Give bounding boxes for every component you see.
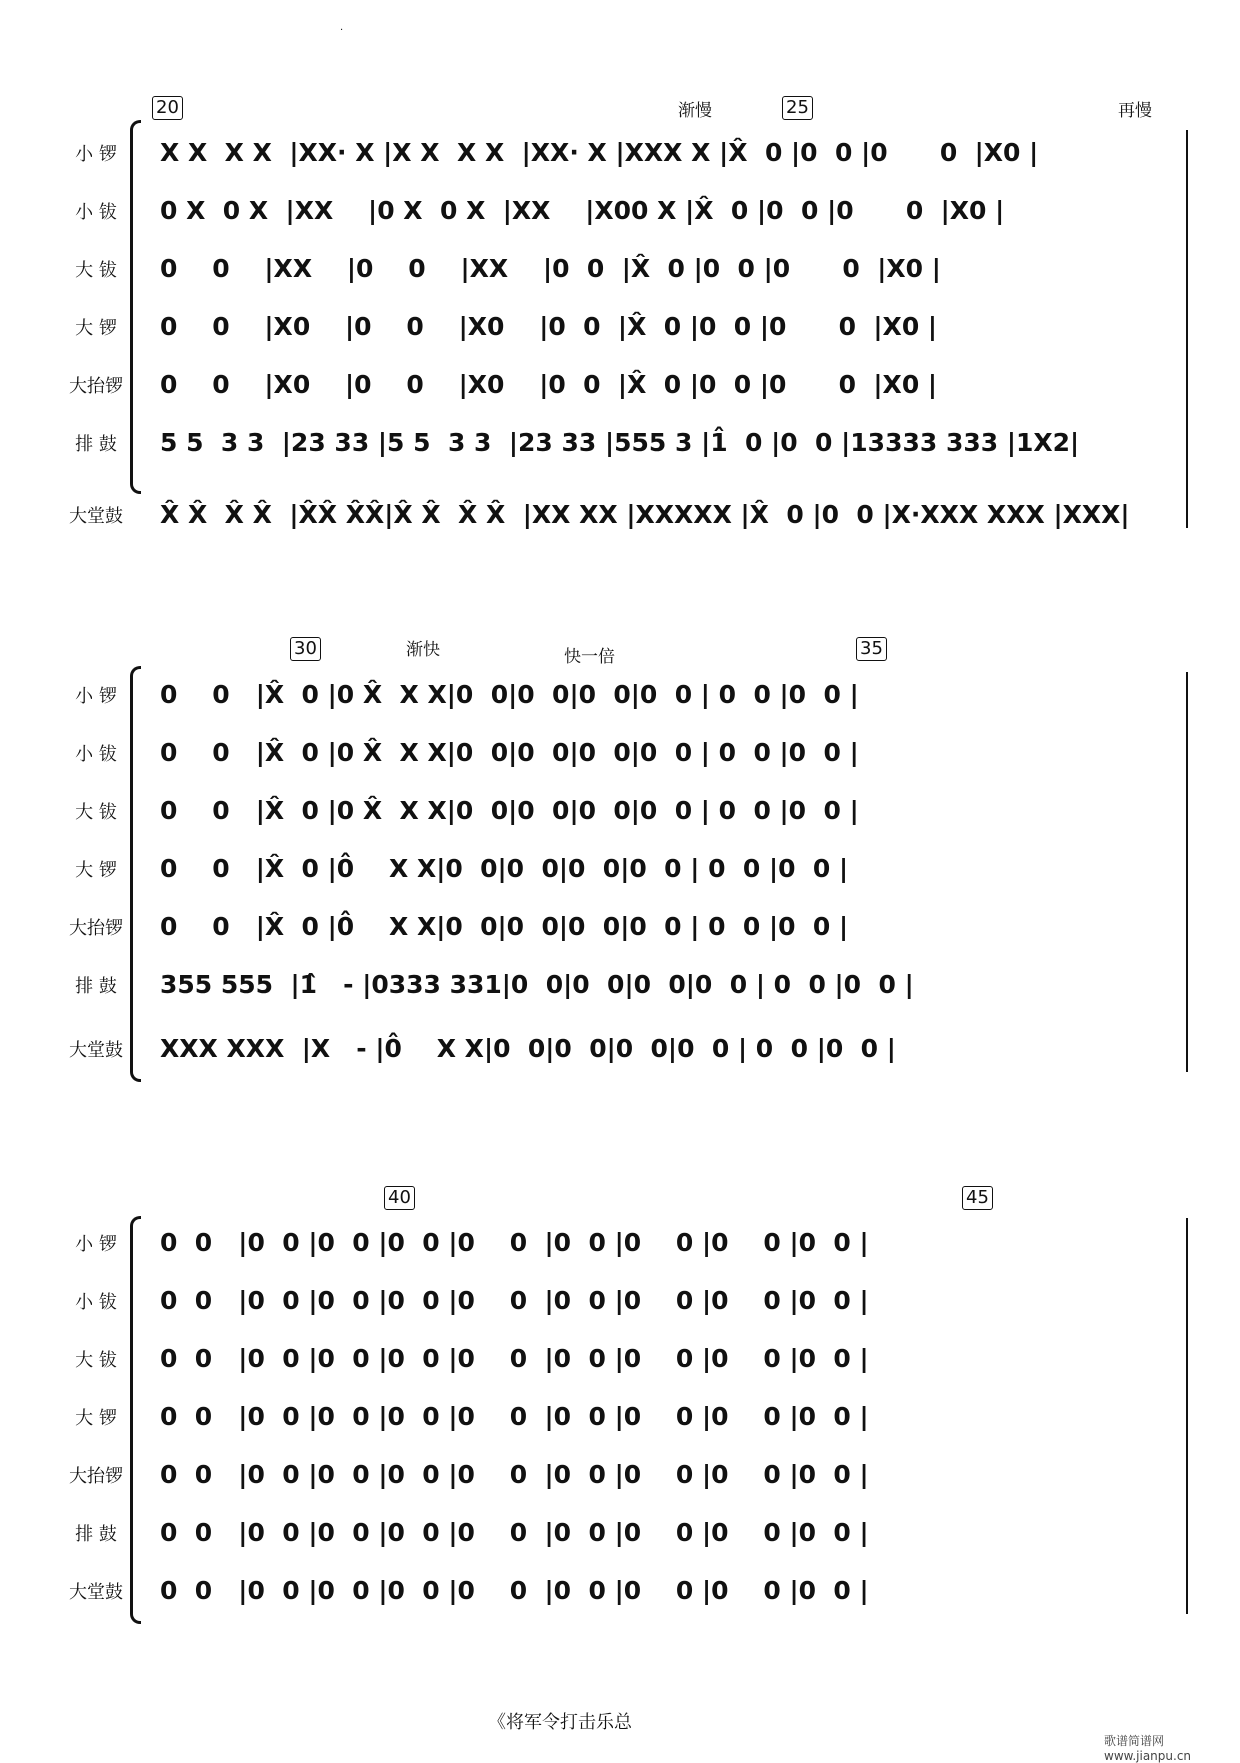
staff-notes: 0 0 |0 0 |0 0 |0 0 |0 0 |0 0 |0 0 |0 0 |0 0 |	[160, 1460, 869, 1489]
staff-notes: 0 0 |0 0 |0 0 |0 0 |0 0 |0 0 |0 0 |0 0 |0 0 |	[160, 1344, 869, 1373]
staff-notes: 0 0 |X̂ 0 |0 X̂ X X|0 0|0 0|0 0|0 0 | 0 0 |0 0 |	[160, 680, 859, 709]
staff-notes: XXX XXX |X - |0̂ X X|0 0|0 0|0 0|0 0 | 0 0 |0 0 |	[160, 1034, 896, 1063]
staff-notes: X X X X |XX· X |X X X X |XX· X |XXX X |X̂ 0 |0 0 |0 0 |X0 |	[160, 138, 1039, 167]
staff-name: 大抬锣	[69, 918, 123, 939]
staff-name: 小 锣	[75, 686, 117, 707]
staff-notes: 0 0 |X̂ 0 |0̂ X X|0 0|0 0|0 0|0 0 | 0 0 |0 0 |	[160, 854, 849, 883]
staff-name: 小 钹	[75, 1292, 117, 1313]
tempo-mark: 再慢	[1118, 101, 1152, 121]
measure-number: 35	[856, 637, 887, 661]
staff-notes: 0 0 |0 0 |0 0 |0 0 |0 0 |0 0 |0 0 |0 0 |0 0 |	[160, 1286, 869, 1315]
staff-name: 大堂鼓	[69, 506, 123, 527]
staff-name: 小 钹	[75, 202, 117, 223]
staff-name: 大 锣	[75, 860, 117, 881]
measure-number: 40	[384, 1186, 415, 1210]
barline-final	[1186, 130, 1188, 528]
measure-number: 20	[152, 96, 183, 120]
staff-name: 大堂鼓	[69, 1040, 123, 1061]
staff-notes: 0 0 |X0 |0 0 |X0 |0 0 |X̂ 0 |0 0 |0 0 |X0 |	[160, 370, 938, 399]
staff-name: 排 鼓	[75, 976, 117, 997]
staff-name: 大 锣	[75, 318, 117, 339]
watermark: 歌谱简谱网 www.jianpu.cn	[1104, 1734, 1192, 1763]
staff-name: 大 钹	[75, 1350, 117, 1371]
staff-notes: 0 0 |0 0 |0 0 |0 0 |0 0 |0 0 |0 0 |0 0 |0 0 |	[160, 1518, 869, 1547]
staff-notes: 0 0 |X̂ 0 |0 X̂ X X|0 0|0 0|0 0|0 0 | 0 0 |0 0 |	[160, 738, 859, 767]
footer-title: 《将军令打击乐总	[488, 1712, 632, 1733]
staff-notes: 0 0 |0 0 |0 0 |0 0 |0 0 |0 0 |0 0 |0 0 |0 0 |	[160, 1402, 869, 1431]
staff-name: 大 锣	[75, 1408, 117, 1429]
staff-notes: 0 0 |0 0 |0 0 |0 0 |0 0 |0 0 |0 0 |0 0 |0 0 |	[160, 1228, 869, 1257]
staff-name: 大抬锣	[69, 1466, 123, 1487]
staff-notes: X̂ X̂ X̂ X̂ |X̂X̂ X̂X̂|X̂ X̂ X̂ X̂ |XX XX |XXXXX |X̂ 0 |0 0 |X·XXX XXX |XXX|	[160, 500, 1130, 529]
staff-name: 大堂鼓	[69, 1582, 123, 1603]
tempo-mark: 快一倍	[564, 647, 615, 667]
staff-notes: 0 0 |X̂ 0 |0̂ X X|0 0|0 0|0 0|0 0 | 0 0 |0 0 |	[160, 912, 849, 941]
tempo-mark: 渐慢	[678, 101, 712, 121]
barline-final	[1186, 1218, 1188, 1614]
staff-notes: 0 0 |XX |0 0 |XX |0 0 |X̂ 0 |0 0 |0 0 |X0 |	[160, 254, 941, 283]
staff-name: 排 鼓	[75, 434, 117, 455]
staff-name: 大 钹	[75, 260, 117, 281]
staff-notes: 355 555 |1̂ - |0333 331|0 0|0 0|0 0|0 0 | 0 0 |0 0 |	[160, 970, 914, 999]
staff-name: 小 锣	[75, 1234, 117, 1255]
staff-name: 小 钹	[75, 744, 117, 765]
staff-notes: 0 0 |X0 |0 0 |X0 |0 0 |X̂ 0 |0 0 |0 0 |X0 |	[160, 312, 938, 341]
staff-notes: 5 5 3 3 |23 33 |5 5 3 3 |23 33 |555 3 |1̂ 0 |0 0 |13333 333 |1X2|	[160, 428, 1080, 457]
staff-notes: 0 0 |0 0 |0 0 |0 0 |0 0 |0 0 |0 0 |0 0 |0 0 |	[160, 1576, 869, 1605]
stray-dot: ·	[340, 25, 344, 36]
measure-number: 30	[290, 637, 321, 661]
staff-name: 大 钹	[75, 802, 117, 823]
staff-name: 小 锣	[75, 144, 117, 165]
staff-name: 大抬锣	[69, 376, 123, 397]
staff-name: 排 鼓	[75, 1524, 117, 1545]
staff-notes: 0 X 0 X |XX |0 X 0 X |XX |X00 X |X̂ 0 |0 0 |0 0 |X0 |	[160, 196, 1005, 225]
measure-number: 45	[962, 1186, 993, 1210]
staff-notes: 0 0 |X̂ 0 |0 X̂ X X|0 0|0 0|0 0|0 0 | 0 0 |0 0 |	[160, 796, 859, 825]
measure-number: 25	[782, 96, 813, 120]
tempo-mark: 渐快	[406, 640, 440, 660]
barline-final	[1186, 672, 1188, 1072]
